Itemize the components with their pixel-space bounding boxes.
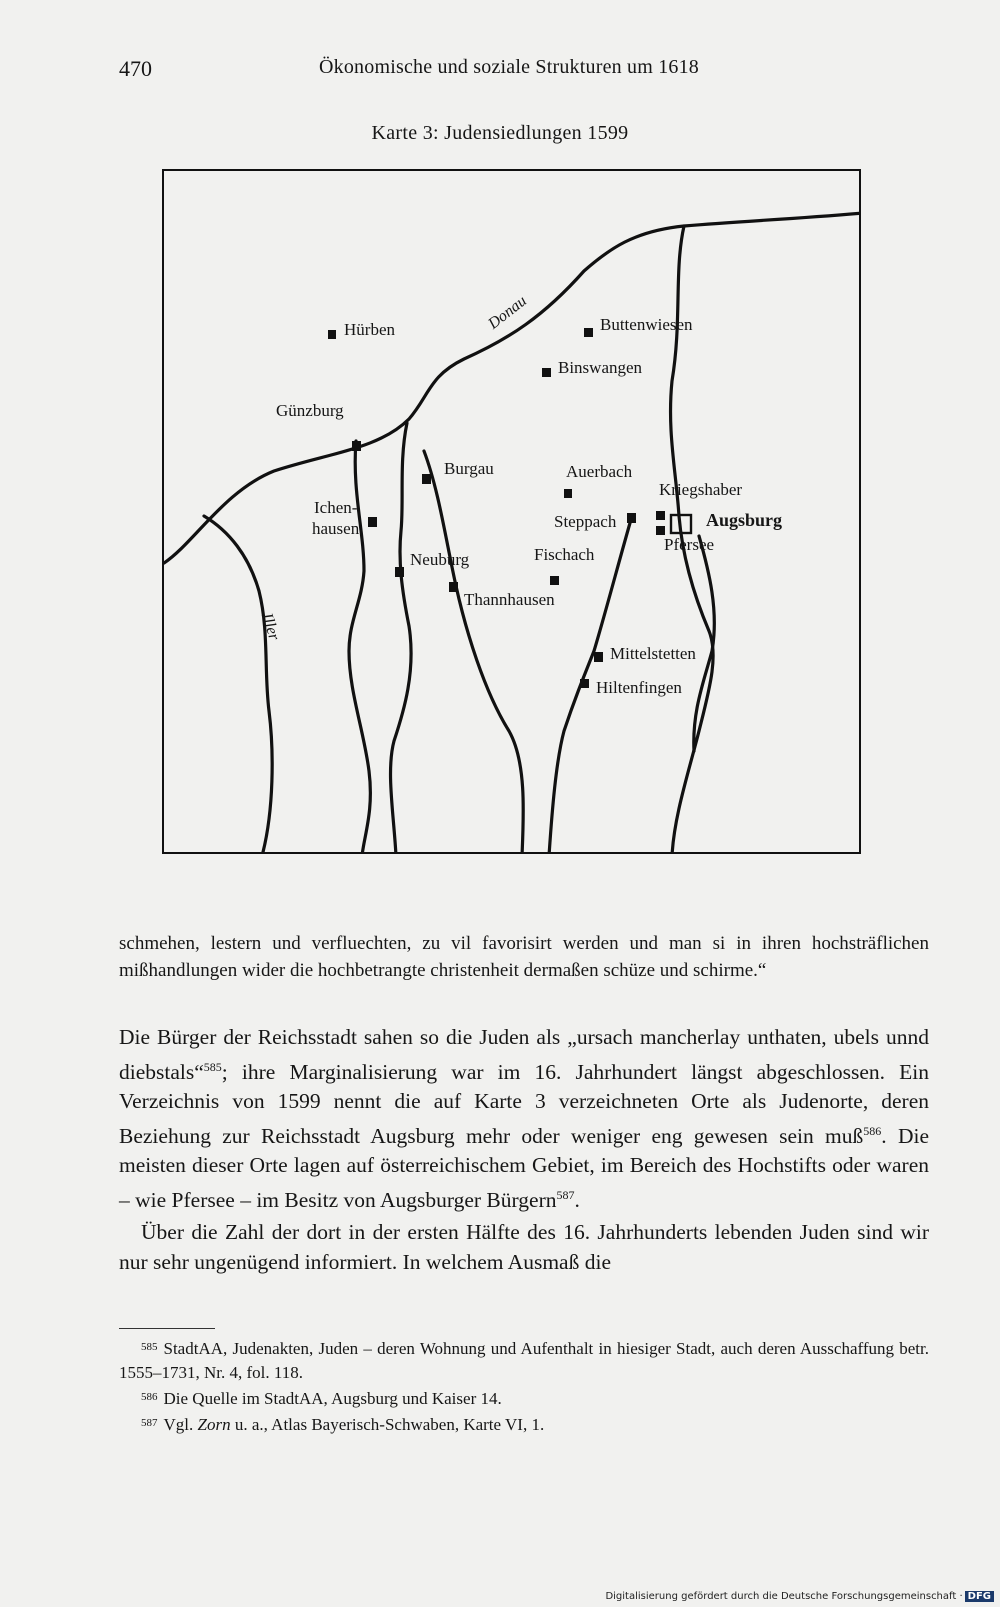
marker-buttenwiesen <box>584 328 593 337</box>
marker-fischach <box>550 576 559 585</box>
footnote-text: Die Quelle im StadtAA, Augsburg und Kaiser 14. <box>163 1389 502 1408</box>
place-augsburg: Augsburg <box>706 510 783 530</box>
quote-continuation: schmehen, lestern und verfluechten, zu vil favorisirt werden und man si in ihren hochsträflichen mißhandlungen wider die hochbetrangte christenheit dermaßen schüze und schirme.“ <box>119 933 929 981</box>
map-judensiedlungen <box>162 169 861 854</box>
place-kriegshaber: Kriegshaber <box>659 480 743 499</box>
footnote-ref-585: 585 <box>203 1059 222 1074</box>
place-mittelstetten: Mittelstetten <box>610 644 696 663</box>
marker-hiltenfingen <box>580 679 589 688</box>
page-header <box>119 56 928 88</box>
footnote-number: 585 <box>141 1341 158 1353</box>
marker-huerben <box>328 330 336 339</box>
river-iller <box>204 516 272 854</box>
paragraph-1-part-b: ; ihre Marginalisierung war im 16. Jahrhundert längst abgeschlossen. Ein Verzeichnis von 1599 nennt die auf Karte 3 verzeichneten Orte als Judenorte, deren Beziehung zur Reichsstadt Augsburg mehr oder weniger eng gewesen sein muß <box>119 1059 929 1148</box>
marker-binswangen <box>542 368 551 377</box>
marker-steppach <box>627 513 636 523</box>
place-guenzburg: Günzburg <box>276 401 344 420</box>
place-thannhausen: Thannhausen <box>464 590 555 609</box>
place-auerbach: Auerbach <box>566 462 633 481</box>
place-steppach: Steppach <box>554 512 617 531</box>
footnote-587 <box>119 1411 929 1437</box>
place-pfersee: Pfersee <box>664 535 715 554</box>
body-text <box>119 1023 929 1280</box>
place-fischach: Fischach <box>534 545 595 564</box>
marker-thannhausen <box>449 582 458 592</box>
paragraph-2: Über die Zahl der dort in der ersten Hälfte des 16. Jahrhunderts lebenden Juden sind wir nur sehr ungenügend informiert. In welchem Ausmaß die <box>119 1220 929 1274</box>
place-binswangen: Binswangen <box>558 358 643 377</box>
footnote-586 <box>119 1385 929 1411</box>
place-ichen: Ichen- <box>314 498 358 517</box>
paragraph-1 <box>119 1023 929 1215</box>
marker-auerbach <box>564 489 572 498</box>
footnote-text-post: u. a., Atlas Bayerisch-Schwaben, Karte VI, 1. <box>230 1415 545 1434</box>
marker-mittelstetten <box>594 652 603 662</box>
paragraph-1-part-a: Die Bürger der Reichsstadt sahen so die Juden als „ursach mancherlay unthaten, ubels unnd diebstals“ <box>119 1025 929 1084</box>
footnote-number: 586 <box>141 1391 158 1403</box>
marker-ichenhausen <box>368 517 377 527</box>
footnote-585 <box>119 1335 929 1385</box>
marker-guenzburg <box>352 441 361 451</box>
river-label-iller: Iller <box>257 611 283 643</box>
digitization-credit <box>605 1591 994 1602</box>
paragraph-1-part-d: . <box>574 1187 580 1212</box>
dfg-logo-icon: DFG <box>965 1591 994 1602</box>
footnote-text-pre: Vgl. <box>163 1415 198 1434</box>
credit-text: Digitalisierung gefördert durch die Deutsche Forschungsgemeinschaft · <box>605 1591 963 1602</box>
place-hiltenfingen: Hiltenfingen <box>596 678 682 697</box>
footnote-ref-586: 586 <box>863 1123 882 1138</box>
marker-pfersee <box>656 526 665 535</box>
marker-burgau <box>422 474 431 484</box>
marker-kriegshaber <box>656 511 665 520</box>
river-mindel <box>391 423 412 854</box>
footnote-number: 587 <box>141 1417 158 1429</box>
map-caption: Karte 3: Judensiedlungen 1599 <box>371 122 629 144</box>
marker-neuburg <box>395 567 404 577</box>
river-schmutter <box>424 451 523 854</box>
place-neuburg: Neuburg <box>410 550 470 569</box>
place-huerben: Hürben <box>344 320 395 339</box>
running-title: Ökonomische und soziale Strukturen um 1618 <box>319 56 700 78</box>
place-burgau: Burgau <box>444 459 494 478</box>
place-hausen: hausen <box>312 519 360 538</box>
paragraph-1-part-c: . Die meisten dieser Orte lagen auf österreichischem Gebiet, im Bereich des Hochstifts oder waren – wie Pfersee – im Besitz von Augsburger Bürgern <box>119 1123 929 1212</box>
page-number: 470 <box>119 56 152 81</box>
river-label-donau: Donau <box>485 292 530 333</box>
footnote-text: StadtAA, Judenakten, Juden – deren Wohnung und Aufenthalt in hiesiger Stadt, auch deren Ausschaffung betr. 1555–1731, Nr. 4, fol. 118. <box>119 1339 929 1382</box>
footnote-separator <box>119 1328 215 1329</box>
footnote-ref-587: 587 <box>556 1187 575 1202</box>
footnotes <box>119 1335 929 1437</box>
footnote-citation-author: Zorn <box>197 1415 231 1434</box>
place-buttenwiesen: Buttenwiesen <box>600 315 693 334</box>
